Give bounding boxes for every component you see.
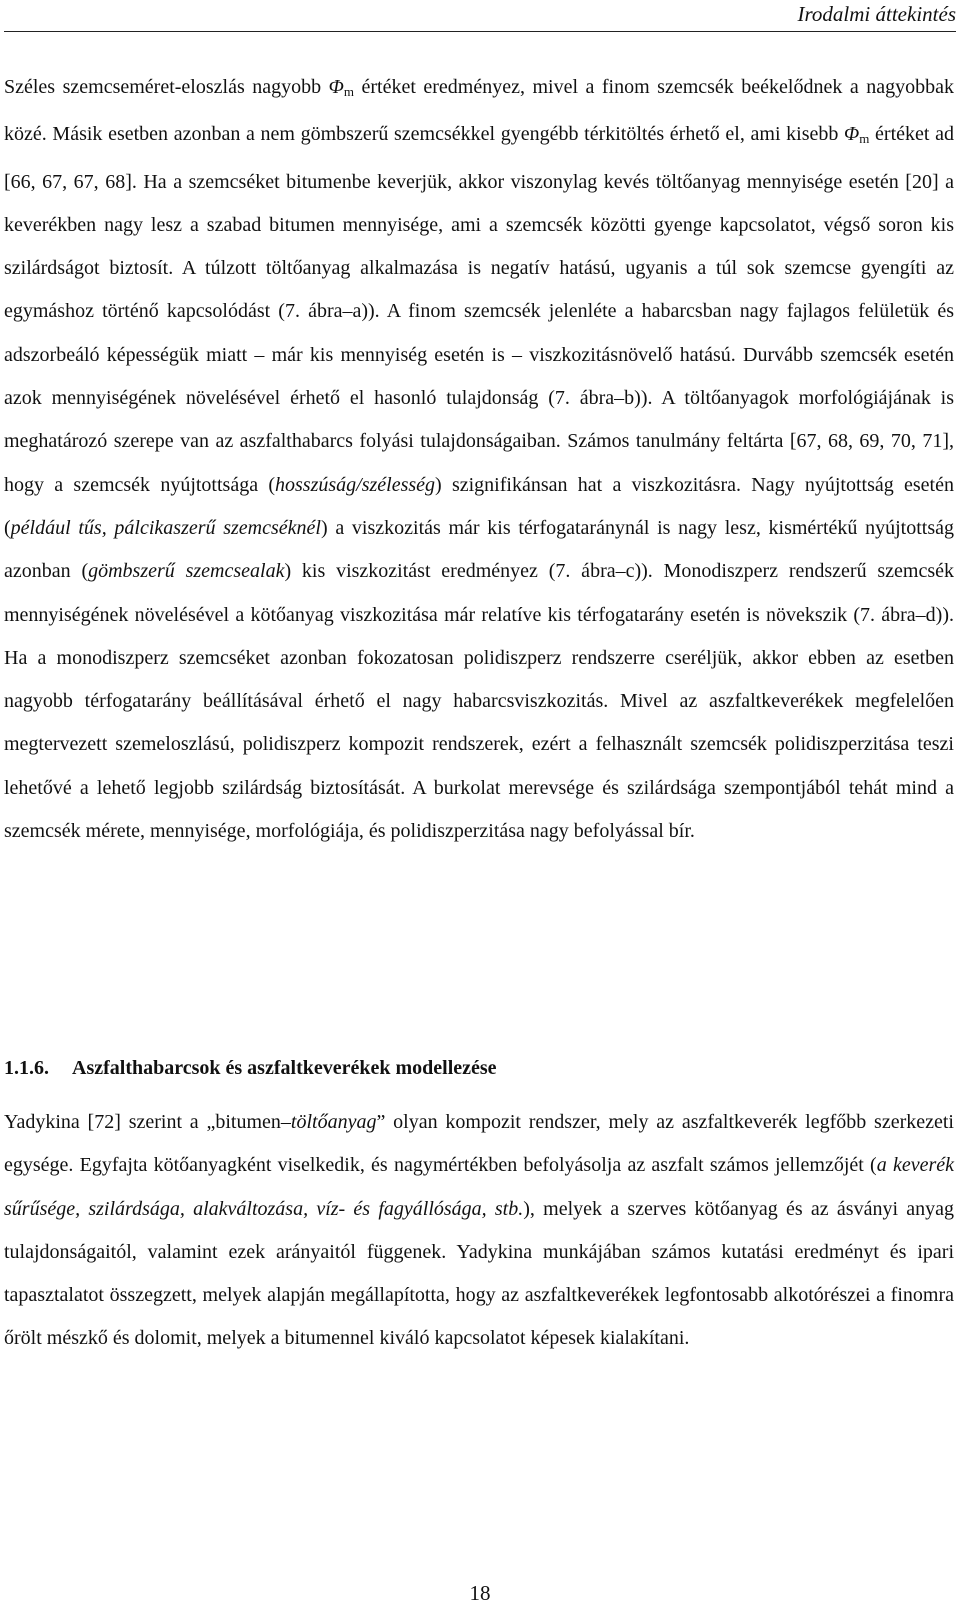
page-number: 18 <box>469 1581 491 1605</box>
italic-run: a keverék sűrűsége, szilárdsága, alakváltozása, víz- és fagyállósága, stb. <box>4 1154 954 1220</box>
body-paragraph-2 <box>4 1101 954 1361</box>
text-run: ) szignifikánsan hat a viszkozitásra. Nagy nyújtottság esetén ( <box>4 473 954 539</box>
phi-subscript: m <box>343 84 354 99</box>
text-run: értéket ad [66, 67, 67, 68]. Ha a szemcséket bitumenbe keverjük, akkor viszonylag kevés töltőanyag mennyisége esetén [20] a keverékben nagy lesz a szabad bitumen mennyisége, ami a szemcsék közötti gyenge kapcsolatot, végső soron kis szilárdságot biztosít. A túlzott töltőanyag alkalmazása is negatív hatású, ugyanis a túl sok szemcse gyengíti az egymáshoz történő kapcsolódást (7. ábra–a)). A finom szemcsék jelenléte a habarcsban nagy fajlagos felületük és adszorbeáló képességük miatt – már kis mennyiség esetén is – viszkozitásnövelő hatású. Durvább szemcsék esetén azok mennyiségének növelésével érhető el hasonló tulajdonság (7. ábra–b)). A töltőanyagok morfológiájának is meghatározó szerepe van az aszfalthabarcs folyási tulajdonságaiban. Számos tanulmány feltárta [67, 68, 69, 70, 71], hogy a szemcsék nyújtottsága ( <box>4 123 954 496</box>
text-run: ) a viszkozitás már kis térfogataránynál is nagy lesz, kismértékű nyújtottság azonban ( <box>4 516 954 583</box>
text-run: ), melyek a szerves kötőanyag és az ásványi anyag tulajdonságaitól, valamint ezek arányaitól függenek. Yadykina munkájában számos kutatási eredményt és ipari tapasztalatot összegzett, melyek alapján megállapította, hogy az aszfaltkeverékek legfontosabb alkotórészei a finomra őrölt mészkő és dolomit, melyek a bitumennel kiváló kapcsolatot képesek kialakítani. <box>4 1197 954 1350</box>
section-number: 1.1.6. <box>4 1057 49 1079</box>
text-run: értéket eredményez, mivel a finom szemcsék beékelődnek a nagyobbak közé. Másik esetben azonban a nem gömbszerű szemcsékkel gyengébb térkitöltés érhető el, ami kisebb <box>4 76 954 146</box>
phi-subscript: m <box>859 131 870 147</box>
body-paragraph-1 <box>4 66 954 853</box>
italic-run: gömbszerű szemcsealak <box>88 560 285 583</box>
text-run: ” olyan kompozit rendszer, mely az aszfaltkeverék legfőbb szerkezeti egysége. Egyfajta kötőanyagként viselkedik, és nagymértékben befolyásolja az aszfalt számos jellemzőjét ( <box>4 1111 954 1177</box>
text-run: Yadykina [72] szerint a „bitumen– <box>4 1111 291 1133</box>
italic-run: hosszúság/szélesség <box>275 473 436 496</box>
running-header: Irodalmi áttekintés <box>797 2 956 26</box>
section-title: Aszfalthabarcsok és aszfaltkeverékek modellezése <box>72 1057 497 1079</box>
text-run: Széles szemcseméret-eloszlás nagyobb <box>4 76 329 98</box>
header-rule <box>4 31 956 32</box>
phi-symbol: Φ <box>844 123 860 146</box>
text-run: ) kis viszkozitást eredményez (7. ábra–c)). Monodiszperz rendszerű szemcsék mennyiségének növelésével a kötőanyag viszkozitása már relatíve kis térfogatarány esetén is növekszik (7. ábra–d)). Ha a monodiszperz szemcséket azonban fokozatosan polidiszperz rendszerre cseréljük, akkor ebben az esetben nagyobb térfogatarány beállításával érhető el nagy habarcsviszkozitás. Mivel az aszfaltkeverékek megfelelően megtervezett szemeloszlású, polidiszperz kompozit rendszerek, ezért a felhasznált szemcsék polidiszperzitása teszi lehetővé a lehető legjobb szilárdság biztosítását. A burkolat merevsége és szilárdsága szempontjából tehát mind a szemcsék mérete, mennyisége, morfológiája, és polidiszperzitása nagy befolyással bír. <box>4 560 955 843</box>
italic-run: például tűs, pálcikaszerű szemcséknél <box>10 516 321 539</box>
phi-symbol: Φ <box>328 76 344 98</box>
section-heading <box>4 1053 497 1083</box>
italic-run: töltőanyag <box>290 1111 377 1133</box>
